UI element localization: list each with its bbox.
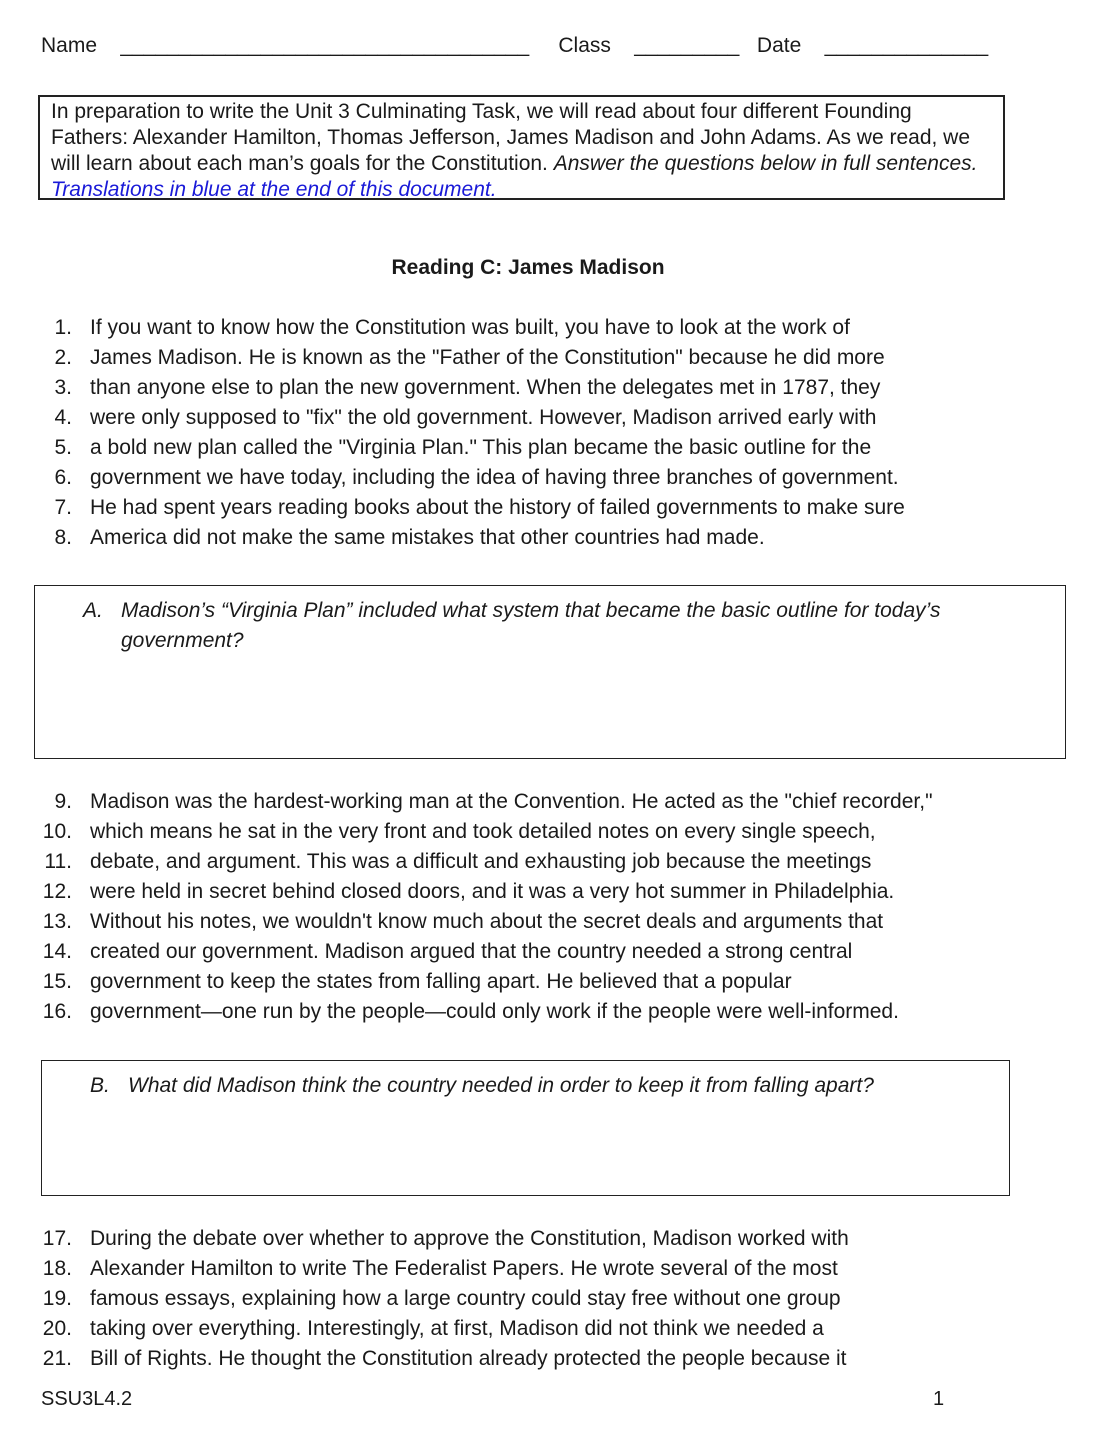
numbered-line — [0, 523, 1100, 553]
line-text: Madison was the hardest-working man at the Convention. He acted as the "chief recorder," — [90, 790, 933, 813]
line-number: 20. — [42, 1317, 72, 1340]
question-a-line-2: government? — [121, 629, 244, 652]
question-b-box[interactable] — [41, 1060, 1010, 1196]
class-blank: _________ — [634, 34, 740, 57]
name-label: Name — [41, 34, 98, 57]
line-text: government—one run by the people—could only work if the people were well-informed. — [90, 1000, 899, 1023]
line-text: were only supposed to "fix" the old government. However, Madison arrived early with — [90, 406, 877, 429]
numbered-line — [0, 1314, 1100, 1344]
numbered-line — [0, 1224, 1100, 1254]
line-number: 3. — [54, 376, 72, 399]
line-text: taking over everything. Interestingly, at first, Madison did not think we needed a — [90, 1317, 824, 1340]
numbered-line — [0, 967, 1100, 997]
line-number: 2. — [54, 346, 72, 369]
date-label: Date — [756, 34, 802, 57]
line-text: He had spent years reading books about the history of failed governments to make sure — [90, 496, 905, 519]
intro-box — [38, 95, 1005, 200]
line-number: 6. — [54, 466, 72, 489]
line-text: government to keep the states from falling apart. He believed that a popular — [90, 970, 792, 993]
numbered-line — [0, 877, 1100, 907]
question-b-letter: B. — [90, 1074, 110, 1097]
line-text: James Madison. He is known as the "Father of the Constitution" because he did more — [90, 346, 885, 369]
line-number: 21. — [42, 1347, 72, 1370]
numbered-line — [0, 313, 1100, 343]
question-a-letter: A. — [83, 599, 103, 622]
intro-instruction: Answer the questions below in full sentences. — [553, 152, 978, 175]
line-text: famous essays, explaining how a large country could stay free without one group — [90, 1287, 841, 1310]
line-text: were held in secret behind closed doors, and it was a very hot summer in Philadelphia. — [90, 880, 895, 903]
line-text: which means he sat in the very front and took detailed notes on every single speech, — [90, 820, 876, 843]
line-text: than anyone else to plan the new government. When the delegates met in 1787, they — [90, 376, 881, 399]
line-number: 19. — [42, 1287, 72, 1310]
question-a-line-1: Madison’s “Virginia Plan” included what system that became the basic outline for today’s — [121, 599, 941, 622]
line-text: If you want to know how the Constitution was built, you have to look at the work of — [90, 316, 850, 339]
date-blank: ______________ — [824, 34, 989, 57]
translations-note: Translations in blue at the end of this document. — [51, 178, 497, 201]
line-text: government we have today, including the idea of having three branches of government. — [90, 466, 899, 489]
numbered-line — [0, 493, 1100, 523]
line-number: 9. — [54, 790, 72, 813]
standard-code: SSU3L4.2 — [41, 1388, 133, 1410]
line-number: 5. — [54, 436, 72, 459]
line-number: 7. — [54, 496, 72, 519]
line-number: 18. — [42, 1257, 72, 1280]
numbered-line — [0, 463, 1100, 493]
reading-title: Reading C: James Madison — [391, 256, 665, 279]
header-fields — [41, 34, 988, 58]
numbered-line — [0, 997, 1100, 1027]
numbered-line — [0, 937, 1100, 967]
line-text: debate, and argument. This was a difficult and exhausting job because the meetings — [90, 850, 872, 873]
numbered-line — [0, 433, 1100, 463]
line-text: During the debate over whether to approve the Constitution, Madison worked with — [90, 1227, 849, 1250]
line-number: 14. — [42, 940, 72, 963]
line-text: America did not make the same mistakes that other countries had made. — [90, 526, 765, 549]
numbered-line — [0, 847, 1100, 877]
numbered-line — [0, 343, 1100, 373]
line-number: 4. — [54, 406, 72, 429]
numbered-line — [0, 1284, 1100, 1314]
question-a-box[interactable] — [34, 585, 1066, 759]
line-number: 1. — [54, 316, 72, 339]
numbered-line — [0, 373, 1100, 403]
line-number: 11. — [44, 850, 72, 873]
line-number: 16. — [42, 1000, 72, 1023]
intro-text: In preparation to write the Unit 3 Culminating Task, we will read about four different Founding Fathers: Alexander Hamilton, Thomas Jefferson, James Madison and John Adams. As we read, we will learn about each man’s goals for the Constitution. — [51, 100, 971, 175]
numbered-line — [0, 907, 1100, 937]
line-number: 12. — [42, 880, 72, 903]
line-text: a bold new plan called the "Virginia Plan." This plan became the basic outline for the — [90, 436, 872, 459]
numbered-line — [0, 787, 1100, 817]
numbered-line — [0, 817, 1100, 847]
question-b-line-1: What did Madison think the country needed in order to keep it from falling apart? — [128, 1074, 874, 1097]
numbered-line — [0, 1344, 1100, 1374]
numbered-line — [0, 1254, 1100, 1284]
line-text: Without his notes, we wouldn't know much about the secret deals and arguments that — [90, 910, 884, 933]
name-blank: ___________________________________ — [120, 34, 530, 57]
line-number: 10. — [42, 820, 72, 843]
class-label: Class — [558, 34, 611, 57]
line-number: 17. — [42, 1227, 72, 1250]
line-number: 8. — [54, 526, 72, 549]
line-text: created our government. Madison argued that the country needed a strong central — [90, 940, 853, 963]
numbered-line — [0, 403, 1100, 433]
line-text: Bill of Rights. He thought the Constitution already protected the people because it — [90, 1347, 847, 1370]
line-text: Alexander Hamilton to write The Federalist Papers. He wrote several of the most — [90, 1257, 838, 1280]
page-number: 1 — [933, 1388, 945, 1410]
line-number: 13. — [42, 910, 72, 933]
line-number: 15. — [42, 970, 72, 993]
